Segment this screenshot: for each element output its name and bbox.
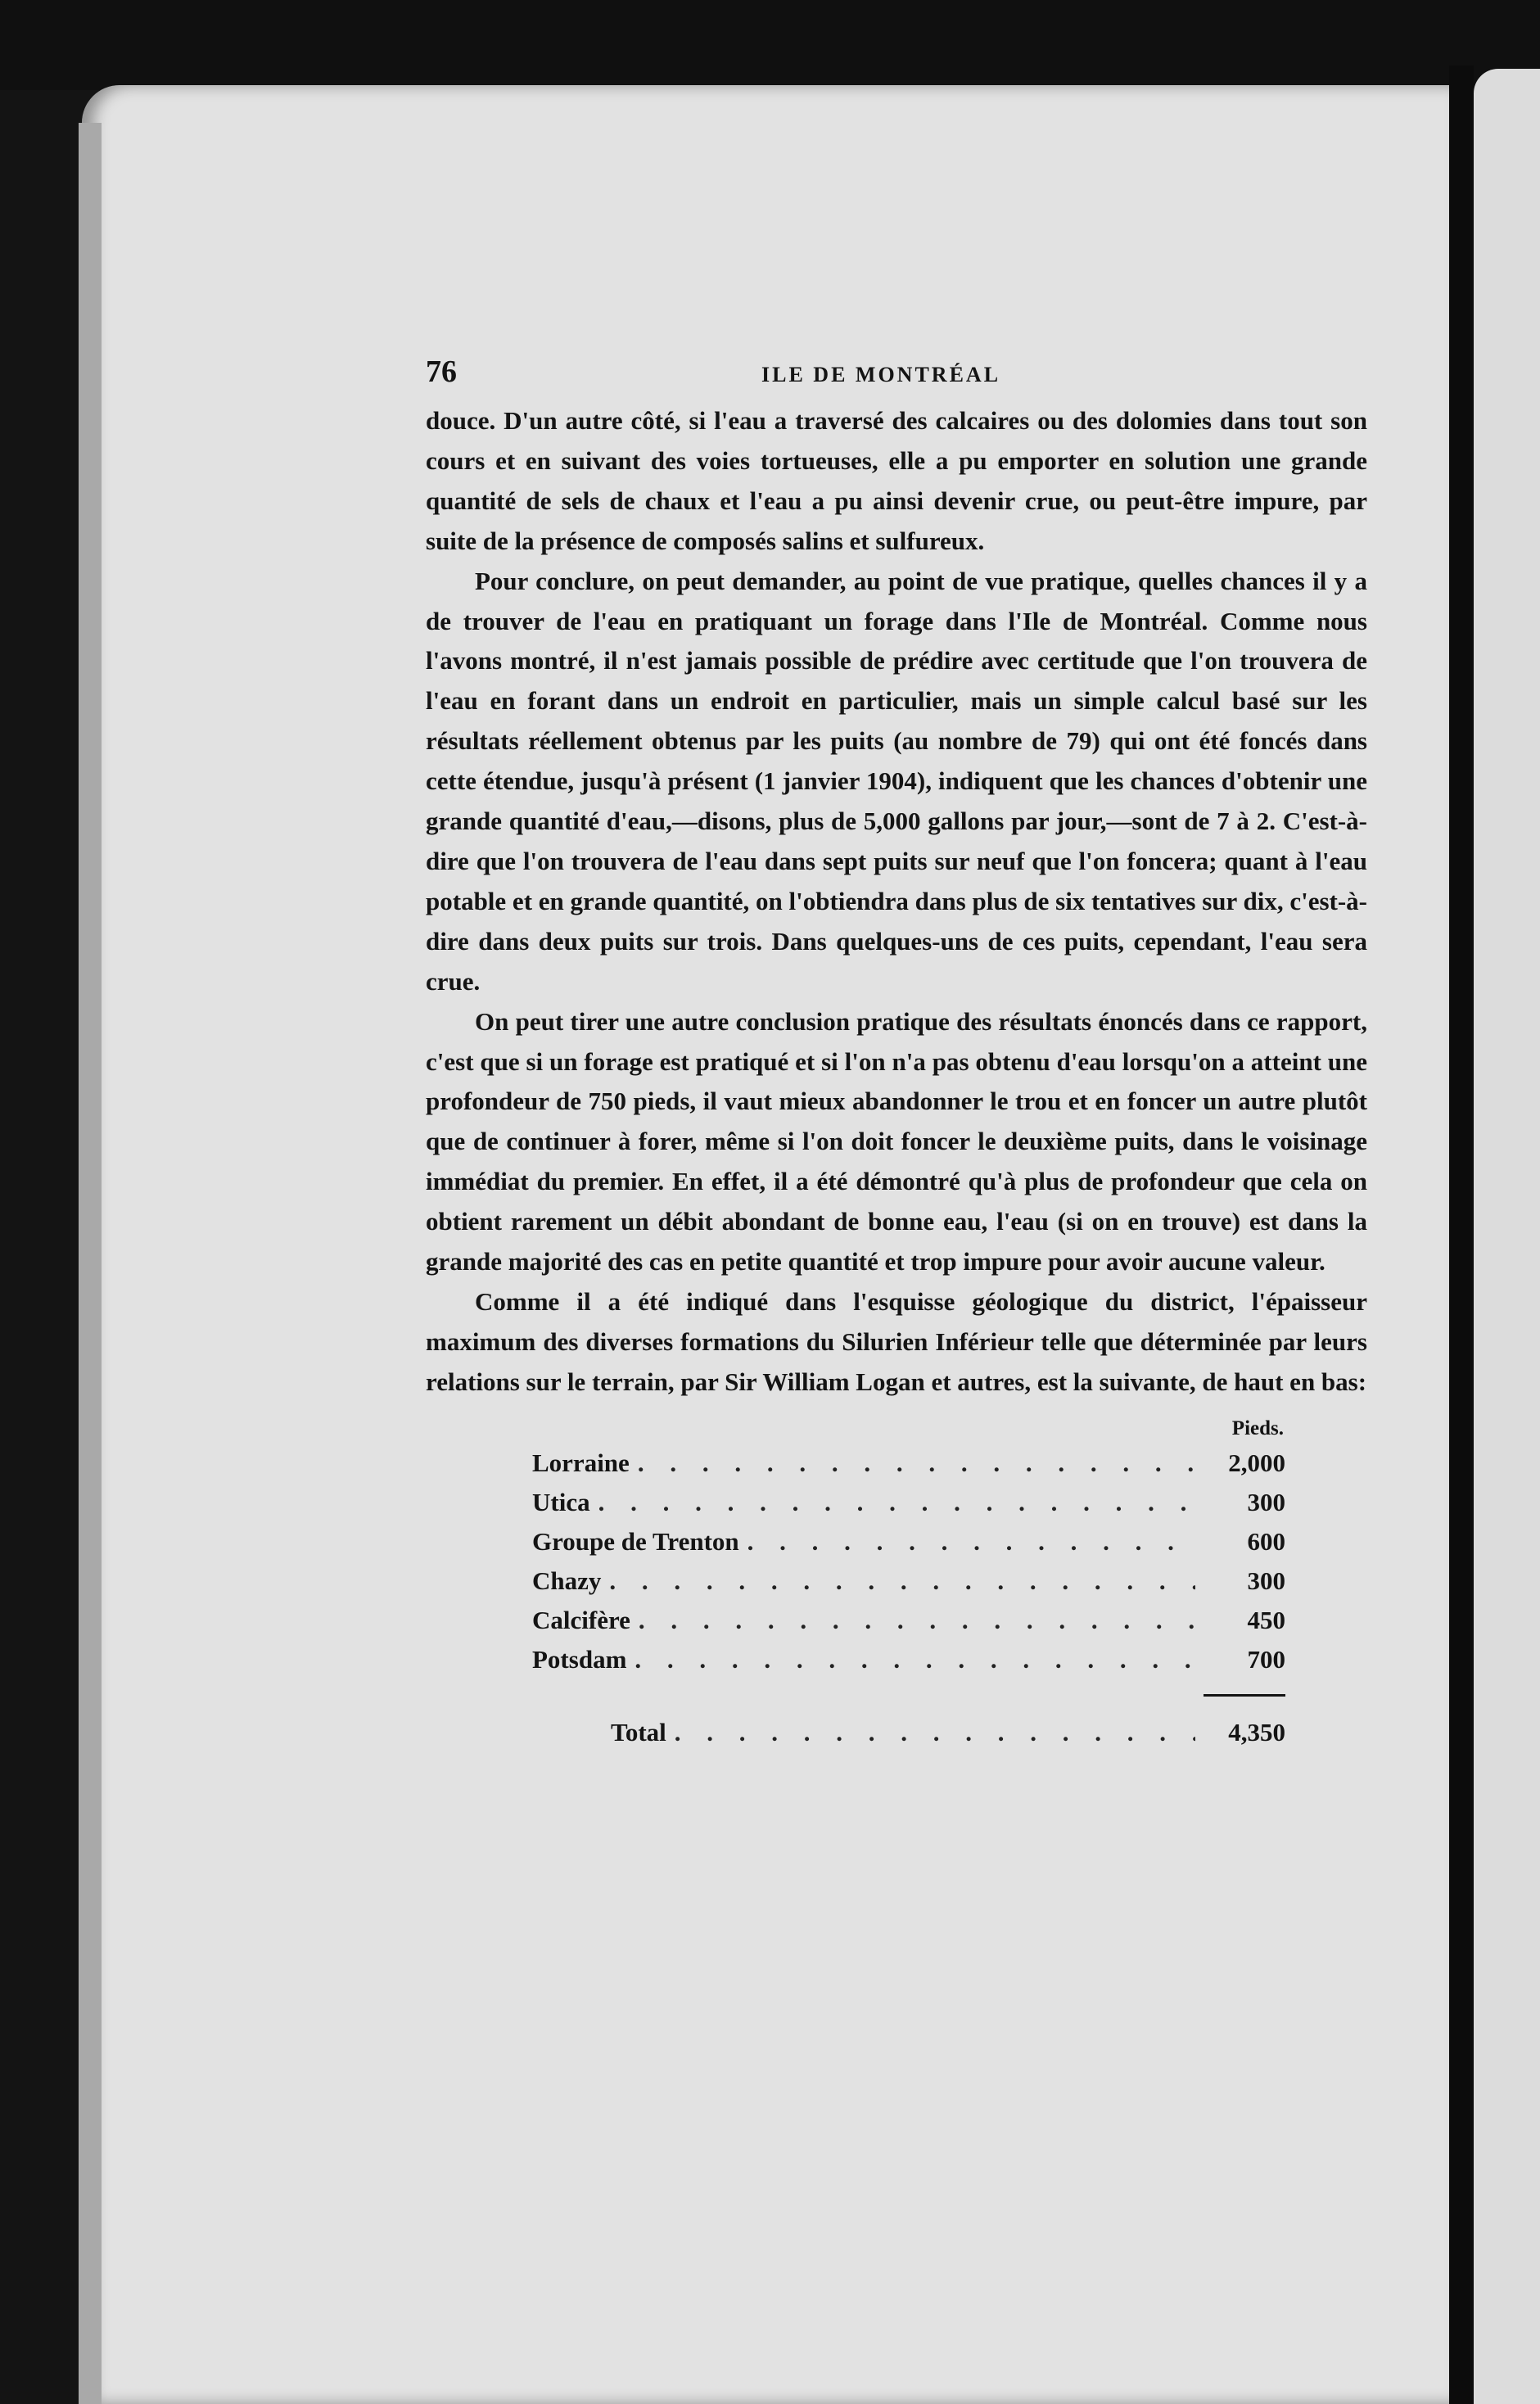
book-gutter: [1449, 66, 1474, 2404]
dot-leader: [638, 1444, 1195, 1484]
formation-name: Calcifère: [532, 1605, 630, 1634]
formation-thickness: 2,000: [1228, 1448, 1285, 1477]
total-value: 4,350: [1228, 1717, 1285, 1747]
formation-name: Lorraine: [532, 1448, 630, 1477]
table-row: [532, 1483, 1285, 1522]
scan-background: [0, 0, 1540, 90]
formation-name: Groupe de Trenton: [532, 1526, 739, 1556]
running-head: [426, 352, 1367, 401]
page-edge-shadow: [79, 123, 102, 2404]
table-unit-label: Pieds.: [1231, 1417, 1284, 1439]
dot-leader: [598, 1483, 1195, 1523]
running-title: ILE DE MONTRÉAL: [761, 363, 1001, 386]
formation-thickness: 700: [1247, 1644, 1285, 1674]
page-number: 76: [426, 355, 457, 389]
dot-leader: [635, 1640, 1195, 1680]
table-row: [532, 1561, 1285, 1601]
dot-leader: [675, 1713, 1195, 1753]
formation-name: Potsdam: [532, 1644, 627, 1674]
formation-thickness: 300: [1247, 1487, 1285, 1516]
table-row: [532, 1522, 1285, 1561]
dot-leader: [639, 1601, 1195, 1641]
table-row: [532, 1444, 1285, 1483]
total-row: [611, 1713, 1285, 1752]
paragraph-3: On peut tirer une autre conclusion pratique des résultats énoncés dans ce rapport, c'est que si un forage est pratiqué et si l'on n'a pas obtenu d'eau lorsqu'on a atteint une profondeur de 750 pieds, il vaut mieux abandonner le trou et en foncer un autre plutôt que de continuer à forer, même si l'on doit foncer le deuxième puits, dans le voisinage immédiat du premier. En effet, il a été démontré qu'à plus de profondeur que cela on obtient rarement un débit abondant de bonne eau, l'eau (si on en trouve) est dans la grande majorité des cas en petite quantité et trop impure pour avoir aucune valeur.: [426, 1006, 1367, 1277]
dot-leader: [747, 1522, 1195, 1562]
formation-thickness: 600: [1247, 1526, 1285, 1556]
page-content: [426, 352, 1367, 1752]
sum-rule: [1204, 1694, 1285, 1713]
paragraph-4: Comme il a été indiqué dans l'esquisse géologique du district, l'épaisseur maximum des diverses formations du Silurien Inférieur telle que déterminée par leurs relations sur le terrain, par Sir William Logan et autres, est la suivante, de haut en bas:: [426, 1286, 1367, 1396]
table-row: [532, 1640, 1285, 1679]
table-row: [532, 1601, 1285, 1640]
formation-thickness: 450: [1247, 1605, 1285, 1634]
formation-thickness: 300: [1247, 1566, 1285, 1595]
formation-name: Chazy: [532, 1566, 602, 1595]
paragraph-2: Pour conclure, on peut demander, au point de vue pratique, quelles chances il y a de trouver de l'eau en pratiquant un forage dans l'Ile de Montréal. Comme nous l'avons montré, il n'est jamais possible de prédire avec certitude que l'on trouvera de l'eau en forant dans un endroit en particulier, mais un simple calcul basé sur les résultats réellement obtenus par les puits (au nombre de 79) qui ont été foncés dans cette étendue, jusqu'à présent (1 janvier 1904), indiquent que les chances d'obtenir une grande quantité d'eau,—disons, plus de 5,000 gallons par jour,—sont de 7 à 2. C'est-à-dire que l'on trouvera de l'eau dans sept puits sur neuf que l'on foncera; quant à l'eau potable et en grande quantité, on l'obtiendra dans plus de six tentatives sur dix, c'est-à-dire dans deux puits sur trois. Dans quelques-uns de ces puits, cependant, l'eau sera crue.: [426, 566, 1367, 996]
total-label: Total: [611, 1717, 666, 1747]
adjacent-page: [1474, 69, 1540, 2404]
formation-name: Utica: [532, 1487, 590, 1516]
dot-leader: [609, 1561, 1195, 1602]
paragraph-1: douce. D'un autre côté, si l'eau a traversé des calcaires ou des dolomies dans tout son cours et en suivant des voies tortueuses, elle a pu emporter en solution une grande quantité de sels de chaux et l'eau a pu ainsi devenir crue, ou peut-être impure, par suite de la présence de composés salins et sulfureux.: [426, 406, 1367, 555]
formation-thickness-table: [532, 1414, 1285, 1752]
